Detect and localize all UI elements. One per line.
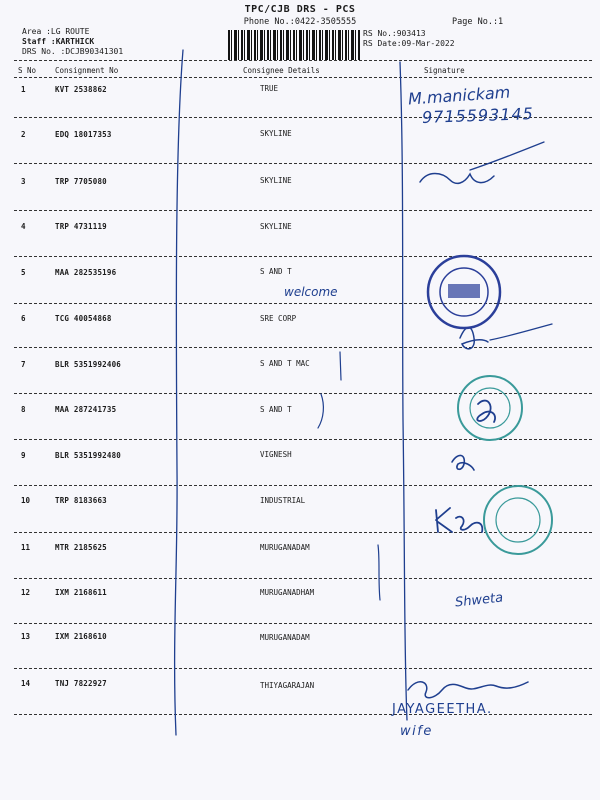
sno: 8 — [21, 405, 26, 414]
consignment-no: TCG 40054868 — [55, 314, 112, 323]
consignee: MURUGANADAM — [260, 543, 310, 552]
pen-column-line-left — [175, 50, 183, 735]
signature-row14-relation: wife — [400, 724, 433, 739]
consignee: MURUGANADAM — [260, 633, 310, 642]
document-title: TPC/CJB DRS - PCS — [244, 4, 356, 15]
sno: 14 — [21, 679, 31, 688]
phone-number: Phone No.:0422-3505555 — [243, 17, 357, 27]
consignee: MURUGANADHAM — [260, 588, 315, 597]
pen-tick-row7 — [340, 352, 341, 380]
signature-row3 — [420, 174, 494, 184]
sno: 7 — [21, 360, 26, 369]
company-stamp — [428, 256, 500, 328]
signature-row1-phone: 9715593145 — [421, 104, 535, 127]
sno: 9 — [21, 451, 26, 460]
drs-number: DRS No. :DCJB90341301 — [22, 47, 124, 56]
rs-date: RS Date:09-Mar-2022 — [363, 39, 455, 48]
consignee: SKYLINE — [260, 222, 292, 231]
consignment-no: IXM 2168610 — [55, 632, 107, 641]
company-stamp-industrial — [484, 486, 552, 554]
signature-row8 — [477, 401, 495, 422]
consignee: SKYLINE — [260, 129, 292, 138]
consignee: TRUE — [260, 84, 279, 93]
consignee: THIYAGARAJAN — [260, 681, 315, 690]
col-consignee: Consignee Details — [243, 66, 320, 75]
consignment-no: TRP 8183663 — [55, 496, 107, 505]
col-consignment: Consignment No — [55, 66, 119, 75]
consignment-no: IXM 2168611 — [55, 588, 107, 597]
page-number: Page No.:1 — [452, 17, 504, 27]
col-sno: S No — [18, 66, 37, 75]
signature-row3-phone — [470, 142, 544, 170]
rs-number: RS No.:903413 — [363, 29, 426, 38]
consignment-no: MTR 2185625 — [55, 543, 107, 552]
consignment-no: EDQ 18017353 — [55, 130, 112, 139]
sno: 5 — [21, 268, 26, 277]
signature-row6-phone — [490, 324, 552, 340]
consignee: SKYLINE — [260, 176, 292, 185]
sno: 10 — [21, 496, 31, 505]
area-label: Area :LG ROUTE — [22, 27, 90, 36]
consignee: INDUSTRIAL — [260, 496, 306, 505]
sno: 11 — [21, 543, 31, 552]
consignee: S AND T — [260, 267, 292, 276]
signature-row14 — [408, 682, 528, 698]
signature-row12: Shweta — [454, 590, 504, 611]
consignment-no: TNJ 7822927 — [55, 679, 107, 688]
signature-row1-name: M.manickam — [407, 82, 511, 109]
sno: 2 — [21, 130, 26, 139]
signature-row6 — [460, 328, 488, 349]
signature-row10 — [436, 508, 482, 532]
signature-row9 — [452, 455, 474, 470]
consignment-no: MAA 282535196 — [55, 268, 117, 277]
note-row5: welcome — [284, 285, 338, 299]
sno: 4 — [21, 222, 26, 231]
consignment-no: TRP 4731119 — [55, 222, 107, 231]
sno: 6 — [21, 314, 26, 323]
consignment-no: KVT 2538862 — [55, 85, 107, 94]
consignment-no: MAA 287241735 — [55, 405, 117, 414]
pen-column-line-right — [400, 62, 407, 720]
consignee: S AND T MAC — [260, 359, 310, 368]
pen-bracket-row8 — [318, 394, 323, 428]
sno: 13 — [21, 632, 31, 641]
consignee: S AND T — [260, 405, 292, 414]
sno: 3 — [21, 177, 26, 186]
consignee: VIGNESH — [260, 450, 292, 459]
staff-label: Staff :KARTHICK — [22, 37, 95, 46]
pen-tick-row11 — [378, 545, 380, 600]
signature-row14-name: JAYAGEETHA. — [392, 702, 493, 717]
consignment-no: BLR 5351992406 — [55, 360, 122, 369]
col-signature: Signature — [424, 66, 465, 75]
consignment-no: BLR 5351992480 — [55, 451, 122, 460]
consignee: SRE CORP — [260, 314, 297, 323]
consignment-no: TRP 7705080 — [55, 177, 107, 186]
sno: 1 — [21, 85, 26, 94]
sno: 12 — [21, 588, 31, 597]
